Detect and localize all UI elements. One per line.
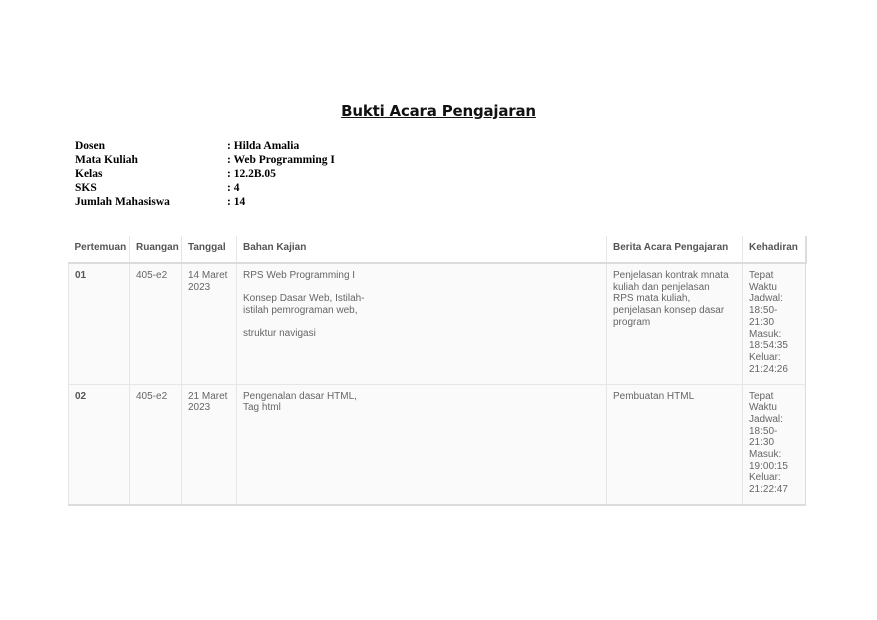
- text-line: 21:22:47: [749, 484, 788, 496]
- course-info: [75, 139, 335, 209]
- page-title: Bukti Acara Pengajaran: [341, 102, 536, 120]
- info-label: Mata Kuliah: [75, 154, 138, 166]
- cell-kehadiran: [743, 384, 806, 505]
- text-line: RPS Web Programming I: [243, 270, 356, 281]
- text-line: 19:00:15: [749, 460, 788, 472]
- text-line: RPS mata kuliah,: [613, 293, 691, 305]
- column-header-tanggal: Tanggal: [182, 236, 237, 263]
- text-line: Tepat: [749, 390, 774, 402]
- info-row-jumlah-mahasiswa: [75, 195, 335, 209]
- info-label: Dosen: [75, 140, 106, 152]
- text-line: istilah pemrograman web,: [243, 305, 358, 317]
- text-line: 18:54:35: [749, 340, 788, 352]
- info-row-sks: [75, 181, 335, 195]
- text-line: Tepat: [749, 270, 774, 281]
- info-label: Jumlah Mahasiswa: [75, 196, 170, 208]
- info-value: : 14: [227, 196, 246, 208]
- cell-ruangan: 405-e2: [130, 384, 182, 505]
- text-line: 2023: [188, 281, 211, 293]
- text-line: Jadwal:: [749, 293, 783, 305]
- cell-bahan-kajian: [237, 263, 607, 384]
- info-value: : 12.2B.05: [227, 168, 276, 180]
- cell-tanggal: [182, 384, 237, 505]
- table-row: [69, 384, 806, 505]
- text-line: Keluar:: [749, 472, 781, 484]
- text-line: Jadwal:: [749, 413, 783, 425]
- text-line: 21:30: [749, 316, 775, 328]
- cell-pertemuan: 02: [69, 384, 130, 505]
- cell-berita-acara: [607, 384, 743, 505]
- cell-pertemuan: 01: [69, 263, 130, 384]
- text-line: Masuk:: [749, 328, 782, 340]
- attendance-table: [68, 236, 807, 506]
- column-header-ruangan: Ruangan: [130, 236, 182, 263]
- spacer: [243, 282, 600, 294]
- text-line: 18:50-: [749, 425, 778, 437]
- info-row-kelas: [75, 167, 335, 181]
- text-line: 21:24:26: [749, 363, 788, 375]
- cell-bahan-kajian: [237, 384, 607, 505]
- text-line: Penjelasan kontrak mnata: [613, 270, 729, 281]
- info-value: : 4: [227, 182, 240, 194]
- info-value: : Hilda Amalia: [227, 140, 300, 152]
- column-header-bahan-kajian: Bahan Kajian: [237, 236, 607, 263]
- column-header-berita-acara: Berita Acara Pengajaran: [607, 236, 743, 263]
- table-row: [69, 263, 806, 384]
- info-row-dosen: [75, 139, 335, 153]
- text-line: struktur navigasi: [243, 328, 316, 340]
- info-label: Kelas: [75, 168, 103, 180]
- text-line: 2023: [188, 402, 211, 414]
- text-line: 18:50-: [749, 305, 778, 317]
- text-line: 21 Maret: [188, 390, 228, 402]
- text-line: penjelasan konsep dasar: [613, 305, 725, 317]
- cell-ruangan: 405-e2: [130, 263, 182, 384]
- text-line: program: [613, 316, 651, 328]
- text-line: Pengenalan dasar HTML,: [243, 390, 357, 402]
- cell-tanggal: [182, 263, 237, 384]
- text-line: Waktu: [749, 281, 777, 293]
- text-line: kuliah dan penjelasan: [613, 281, 710, 293]
- text-line: 21:30: [749, 437, 775, 449]
- text-line: Masuk:: [749, 449, 782, 461]
- cell-kehadiran: [743, 263, 806, 384]
- text-line: Pembuatan HTML: [613, 390, 695, 402]
- column-header-pertemuan: Pertemuan: [69, 236, 130, 263]
- text-line: Konsep Dasar Web, Istilah-: [243, 293, 365, 305]
- text-line: 14 Maret: [188, 270, 228, 281]
- cell-berita-acara: [607, 263, 743, 384]
- text-line: Tag html: [243, 402, 281, 414]
- column-header-kehadiran: Kehadiran: [743, 236, 806, 263]
- info-row-mata-kuliah: [75, 153, 335, 167]
- text-line: Keluar:: [749, 351, 781, 363]
- text-line: Waktu: [749, 402, 777, 414]
- info-value: : Web Programming I: [227, 154, 335, 166]
- table-header-row: [69, 236, 806, 263]
- info-label: SKS: [75, 182, 97, 194]
- spacer: [243, 317, 600, 329]
